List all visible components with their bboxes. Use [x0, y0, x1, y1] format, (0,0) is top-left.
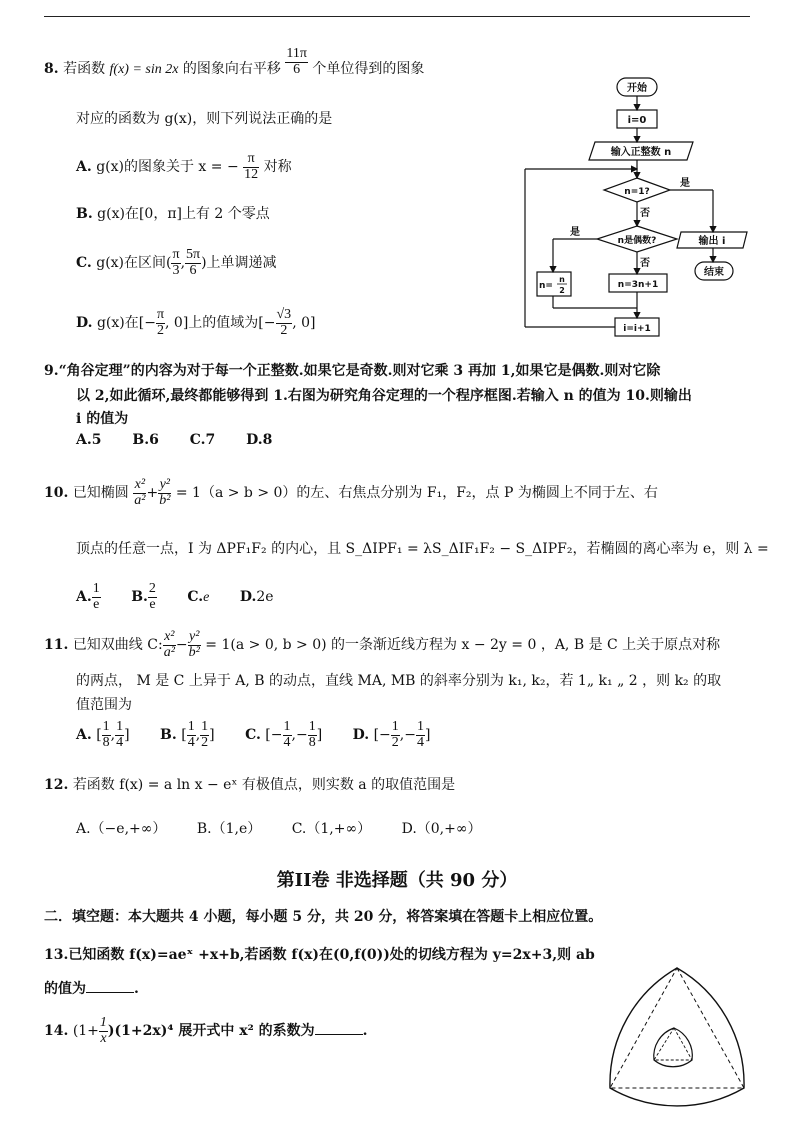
- q10-options: A. $\frac{1}{e}$ B. $\frac{2}{e}$ C.e D.2e: [76, 581, 274, 612]
- q13-line1: 13.已知函数 f(x)=aeˣ +x+b,若函数 f(x)在(0,f(0))处的切线方程为 y=2x+3,则 ab: [44, 947, 595, 963]
- reuleaux-figure: [602, 962, 752, 1118]
- flow-start-label: 开始: [627, 83, 647, 94]
- q8-option-c: C. g(x)在区间( $\frac{\pi}{3}$ , $\frac{5\pi}{6}$ )上单调递减: [76, 247, 277, 278]
- flow-cond2-label: n是偶数?: [617, 236, 657, 246]
- q12-stem: 12. 若函数 f(x) = a ln x − eˣ 有极值点，则实数 a 的取值范围是: [44, 777, 456, 793]
- flow-yes1-label: 是: [680, 178, 690, 189]
- q8-line2: 对应的函数为 g(x)，则下列说法正确的是: [76, 111, 333, 127]
- flow-odd-label: n=3n+1: [617, 280, 659, 290]
- flow-incr-label: i=i+1: [623, 324, 651, 334]
- q10-line2: 顶点的任意一点，I 为 ΔPF₁F₂ 的内心，且 S_ΔIPF₁ = λS_ΔIF₁F₂ − S_ΔIPF₂，若椭圆的离心率为 e，则 λ =: [76, 541, 769, 557]
- flow-even-prefix: n=: [539, 281, 553, 291]
- q12-options: A.（−e,+∞） B.（1,e） C.（1,+∞） D.（0,+∞）: [76, 821, 482, 837]
- q13-answer-blank: [86, 980, 134, 993]
- flow-end-label: 结束: [704, 267, 724, 278]
- section2-title: 第II卷 非选择题（共 90 分）: [276, 870, 518, 891]
- q11-line2: 的两点， M 是 C 上异于 A, B 的动点，直线 MA, MB 的斜率分别为 k₁, k₂，若 1„ k₁ „ 2 ，则 k₂ 的取: [76, 673, 722, 689]
- flowchart: [515, 72, 755, 344]
- outer-reuleaux: [610, 968, 744, 1106]
- flow-no2-label: 否: [640, 258, 650, 269]
- flow-no1-label: 否: [640, 208, 650, 219]
- q11-options: A. [ $\frac{1}{8}$ , $\frac{1}{4}$ ] B. [ $\frac{1}{4}$ , $\frac{1}{2}$ ] C. [− $\frac{1}{4}$ ,− $\frac{1}{8}$ ] D. [− $\frac{1}{2}$ ,− $\frac{1}{4}$ ]: [76, 719, 431, 750]
- top-rule: [44, 16, 750, 17]
- flow-even-num: n: [559, 275, 565, 284]
- q10-line1: 10. 已知椭圆 $\frac{\text{x²}}{\text{a²}}$ + $\frac{\text{y²}}{\text{b²}}$ = 1（a > b > 0）的左、右焦点分别为 F₁，F₂，点 P 为椭圆上不同于左、右: [44, 477, 658, 508]
- q9-line3: i 的值为: [76, 411, 129, 427]
- flow-output-label: 输出 i: [698, 236, 726, 247]
- q11-line1: 11. 已知双曲线 C: $\frac{\text{x²}}{\text{a²}}$ − $\frac{\text{y²}}{\text{b²}}$ = 1(a > 0, b > 0) 的一条渐近线方程为 x − 2y = 0 ，A, B 是 C 上关于原点对称: [44, 629, 721, 660]
- q8-option-a: A. g(x)的图象关于 x = − $\frac{\pi}{12}$ 对称: [76, 151, 292, 182]
- q8-option-b: B. g(x)在[0，π]上有 2 个零点: [76, 206, 270, 222]
- flow-input-label: 输入正整数 n: [610, 147, 672, 158]
- flow-init-label: i=0: [627, 115, 647, 126]
- q8-option-d: D. g(x)在[− $\frac{\pi}{2}$ , 0]上的值域为[− $\frac{√3}{2}$ , 0]: [76, 307, 316, 338]
- q9-options: A.5 B.6 C.7 D.8: [76, 432, 273, 448]
- q9-line2: 以 2,如此循环,最终都能够得到 1.右图为研究角谷定理的一个程序框图.若输入 n 的值为 10.则输出: [76, 388, 692, 404]
- section2-instruction: 二．填空题：本大题共 4 小题，每小题 5 分，共 20 分，将答案填在答题卡上相应位置。: [44, 909, 603, 925]
- q8-a-fraction: $\frac{\pi}{12}$: [244, 151, 259, 182]
- q8-stem: 8. 若函数 f(x) = sin 2x 的图象向右平移 $\frac{11\pi}{6}$ 个单位得到的图象: [44, 45, 425, 77]
- inner-triangle: [654, 1028, 692, 1060]
- flow-yes2-label: 是: [570, 227, 580, 238]
- q9-line1: 9.“角谷定理”的内容为对于每一个正整数.如果它是奇数.则对它乘 3 再加 1,如果它是偶数.则对它除: [44, 363, 661, 379]
- outer-triangle: [610, 968, 744, 1088]
- q8-shift-fraction: $\frac{11\pi}{6}$: [286, 45, 307, 77]
- inner-reuleaux: [654, 1028, 693, 1067]
- flow-cond1-label: n=1?: [624, 187, 650, 197]
- q13-line2: 的值为 .: [44, 981, 139, 997]
- q14-answer-blank: [315, 1022, 363, 1035]
- q14-stem: 14. (1+ $\frac{1}{x}$ )(1+2x)⁴ 展开式中 x² 的系数为 .: [44, 1015, 368, 1046]
- q11-line3: 值范围为: [76, 697, 132, 713]
- flow-even-den: 2: [559, 286, 565, 295]
